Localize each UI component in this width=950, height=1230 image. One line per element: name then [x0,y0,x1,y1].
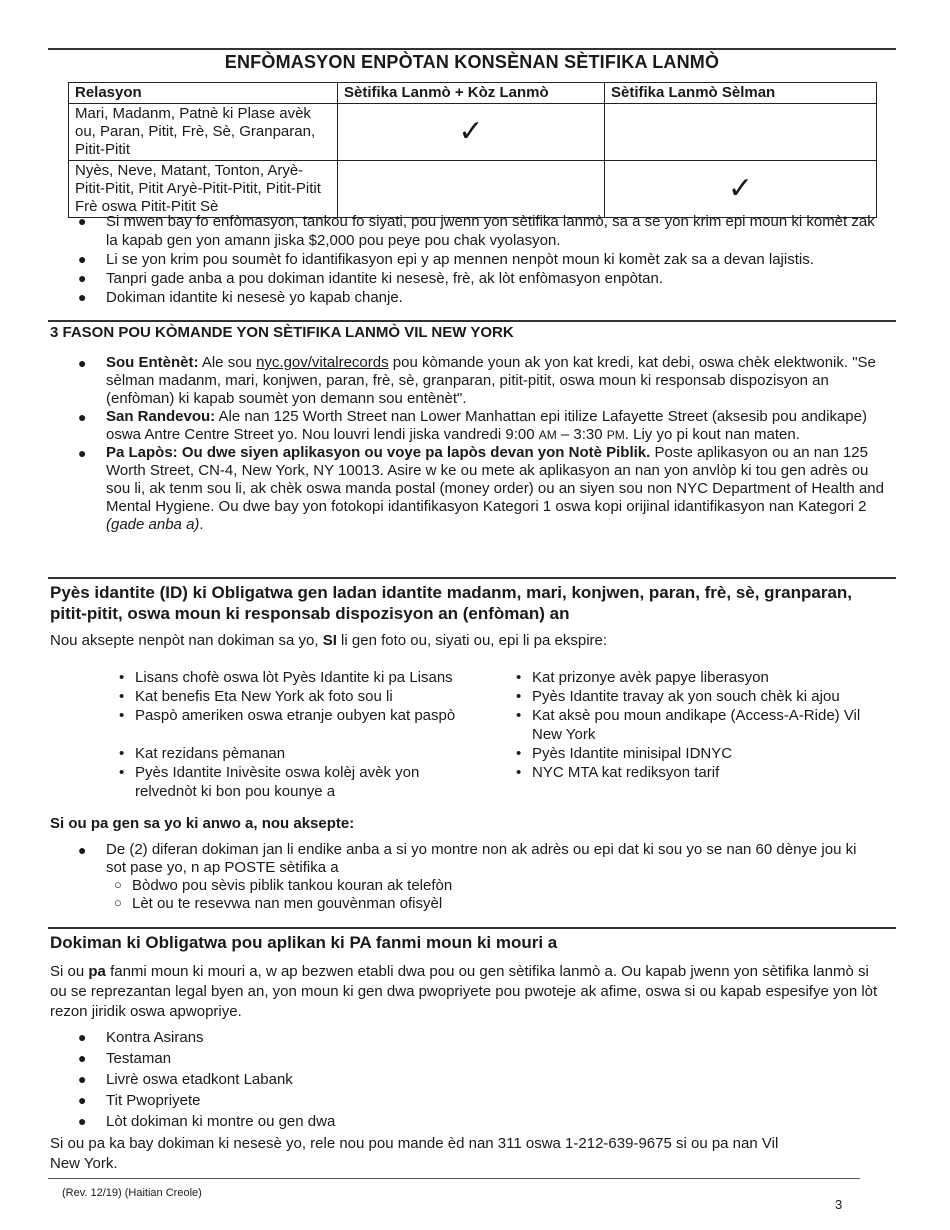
check-icon: ✓ [338,104,605,161]
vitalrecords-link[interactable]: nyc.gov/vitalrecords [256,354,389,371]
list-item: ● Testaman [78,1050,172,1067]
table-header-row [69,83,877,104]
list-item: ● De (2) diferan dokiman jan li endike anba a si yo montre non ak adrès ou epi dat ki sou yo se nan 60 dènye jou ki sot pase yo, n ap POSTE sètifika a ○ Bòdwo pou sèvis piblik tankou kouran ak telefòn ○ Lèt ou te resevwa nan men gouvènman ofisyèl [78,841,878,913]
list-item: • Paspò ameriken oswa etranje oubyen kat paspò [119,707,456,724]
section-rule [48,320,896,322]
method-online: ● Sou Entènèt: Ale sou nyc.gov/vitalrecords pou kòmande youn ak yon kat kredi, kat debi, oswa chèk elektwonik. "Se sèlman madanm, mari, konjwen, paran, frè, sè, granparan, pitit-pitit, oswa moun ki responsab dispozisyon an (enfòman) ki kapab soumèt yon demann sou entènèt". [78,354,876,407]
bullet-icon: ● [78,270,87,286]
alt-sublist [106,877,878,913]
list-item: • Kat aksè pou moun andikape (Access-A-Ride) Vil New York [516,707,861,743]
circle-bullet-icon: ○ [114,877,122,892]
page-title: ENFÒMASYON ENPÒTAN KONSÈNAN SÈTIFIKA LANMÒ [224,52,720,72]
method-mail: ● Pa Lapòs: Ou dwe siyen aplikasyon ou voye pa lapòs devan yon Notè Piblik. Poste aplikasyon ou an nan 125 Worth Street, CN-4, New York, NY 10013. Asire w ke ou mete ak aplikasyon an nan yon anvlòp ki tou gen adrès ou sou li, ak tenm sou li, ak chèk oswa manda postal (money order) ou an siyen sou non NYC Department of Health and Mental Hygiene. Ou dwe bay yon fotokopi idantifikasyon Kategori 1 oswa kopi orijinal idantifikasyon nan Kategori 2 (gade anba a). [78,444,884,533]
section-rule [48,927,896,929]
top-rule [48,48,896,50]
bullet-icon: ● [78,289,87,305]
id-intro: Nou aksepte nenpòt nan dokiman sa yo, SI li gen foto ou, siyati ou, epi li pa ekspire: [50,632,608,649]
id-list-left [119,668,469,801]
bullet-icon: • [516,745,522,762]
relation-cell: Nyès, Neve, Matant, Tonton, Aryè-Pitit-Pitit, Pitit Aryè-Pitit-Pitit, Pitit-Pitit Frè oswa Pitit-Pitit Sè [69,161,338,218]
list-item: ● Tit Pwopriyete [78,1092,201,1109]
table-row [69,104,877,161]
list-item: ● Lòt dokiman ki montre ou gen dwa [78,1113,336,1130]
bullet-icon: • [119,707,125,724]
bullet-icon: ● [78,1029,87,1045]
bullet-icon: ● [78,409,87,425]
empty-cell [338,161,605,218]
list-item: • Pyès Idantite Inivèsite oswa kolèj avèk yon relvednòt ki bon pou kounye a [119,764,420,800]
bullet-icon: ● [78,1092,87,1108]
bullet-icon: • [119,764,125,781]
notes-list [78,212,888,307]
list-item: • Lisans chofè oswa lòt Pyès Idantite ki pa Lisans [119,669,453,686]
list-item: ● Tanpri gade anba a pou dokiman idantite ki nesesè, frè, ak lòt enfòmasyon enpòtan. [78,270,664,287]
bullet-icon: ● [78,1113,87,1129]
ways-heading: 3 FASON POU KÒMANDE YON SÈTIFIKA LANMÒ VIL NEW YORK [50,324,514,341]
footer-rule [48,1178,860,1179]
list-item: • Pyès Idantite travay ak yon souch chèk ki ajou [516,688,840,705]
page-number: 3 [835,1197,843,1212]
bullet-icon: • [516,688,522,705]
nonfamily-intro: Si ou pa fanmi moun ki mouri a, w ap bezwen etabli dwa pou ou gen sètifika lanmò a. Ou kapab jwenn yon sètifika lanmò si ou se reprezantan legal byen an, yon moun ki gen dwa pwopriyete pou pwoteje ak afime, oswa si ou kapab espesifye yon lòt rezon jiridik oswa apwopriye. [50,963,878,1020]
bullet-icon: • [516,707,522,724]
bullet-icon: ● [78,251,87,267]
list-item: ● Kontra Asirans [78,1029,204,1046]
bullet-icon: • [119,688,125,705]
list-item: • NYC MTA kat rediksyon tarif [516,764,720,781]
list-item: ○ Lèt ou te resevwa nan men gouvènman ofisyèl [114,895,443,912]
list-item: • Pyès Idantite minisipal IDNYC [516,745,733,762]
nonfamily-heading: Dokiman ki Obligatwa pou aplikan ki PA fanmi moun ki mouri a [50,933,558,952]
alt-heading: Si ou pa gen sa yo ki anwo a, nou aksepte: [50,815,355,832]
list-item: ● Livrè oswa etadkont Labank [78,1071,293,1088]
bullet-icon: ● [78,213,87,229]
bullet-icon: ● [78,445,87,461]
list-item: • Kat rezidans pèmanan [119,745,286,762]
check-icon: ✓ [605,161,877,218]
id-heading: Pyès idantite (ID) ki Obligatwa gen ladan idantite madanm, mari, konjwen, paran, frè, sè, granparan, pitit-pitit, oswa moun ki responsab dispozisyon an (enfòman) an [50,583,853,623]
section-rule [48,577,896,579]
list-item: ● Si mwen bay fo enfòmasyon, tankou fo siyati, pou jwenn yon sètifika lanmò, sa a se yon krim epi moun ki komèt zak la kapab gen yon amann jiska $2,000 pou peye pou chak vyolasyon. [78,213,875,249]
table-header: Sètifika Lanmò Sèlman [605,83,877,104]
bullet-icon: • [516,669,522,686]
bullet-icon: ● [78,355,87,371]
table-header: Sètifika Lanmò + Kòz Lanmò [338,83,605,104]
bullet-icon: ● [78,1050,87,1066]
list-item: • Kat benefis Eta New York ak foto sou li [119,688,393,705]
bullet-icon: ● [78,842,87,858]
list-item: ● Dokiman idantite ki nesesè yo kapab chanje. [78,289,403,306]
alt-list [78,841,878,913]
revision-note: (Rev. 12/19) (Haitian Creole) [62,1187,202,1199]
list-item: ○ Bòdwo pou sèvis piblik tankou kouran ak telefòn [114,877,453,894]
bullet-icon: ● [78,1071,87,1087]
closing-text: Si ou pa ka bay dokiman ki nesesè yo, rele nou pou mande èd nan 311 oswa 1-212-639-9675 si ou pa nan Vil New York. [50,1135,779,1172]
nonfamily-docs-list [78,1027,878,1132]
bullet-icon: • [119,745,125,762]
relationship-table [68,82,877,218]
bullet-icon: • [516,764,522,781]
id-list-right [516,668,866,782]
relation-cell: Mari, Madanm, Patnè ki Plase avèk ou, Paran, Pitit, Frè, Sè, Granparan, Pitit-Pitit [69,104,338,161]
empty-cell [605,104,877,161]
circle-bullet-icon: ○ [114,895,122,910]
list-item: • Kat prizonye avèk papye liberasyon [516,669,769,686]
bullet-icon: • [119,669,125,686]
table-header: Relasyon [69,83,338,104]
list-item: ● Li se yon krim pou soumèt fo idantifikasyon epi y ap mennen nenpòt moun ki komèt zak sa a devan lajistis. [78,251,814,268]
order-methods-list [78,354,888,534]
method-walkin: ● San Randevou: Ale nan 125 Worth Street nan Lower Manhattan epi itilize Lafayette Street (aksesib pou andikape) oswa Antre Centre Street yo. Nou louvri lendi jiska vandredi 9:00 AM – 3:30 PM. Liy yo pi kout nan maten. [78,408,867,443]
table-row [69,161,877,218]
